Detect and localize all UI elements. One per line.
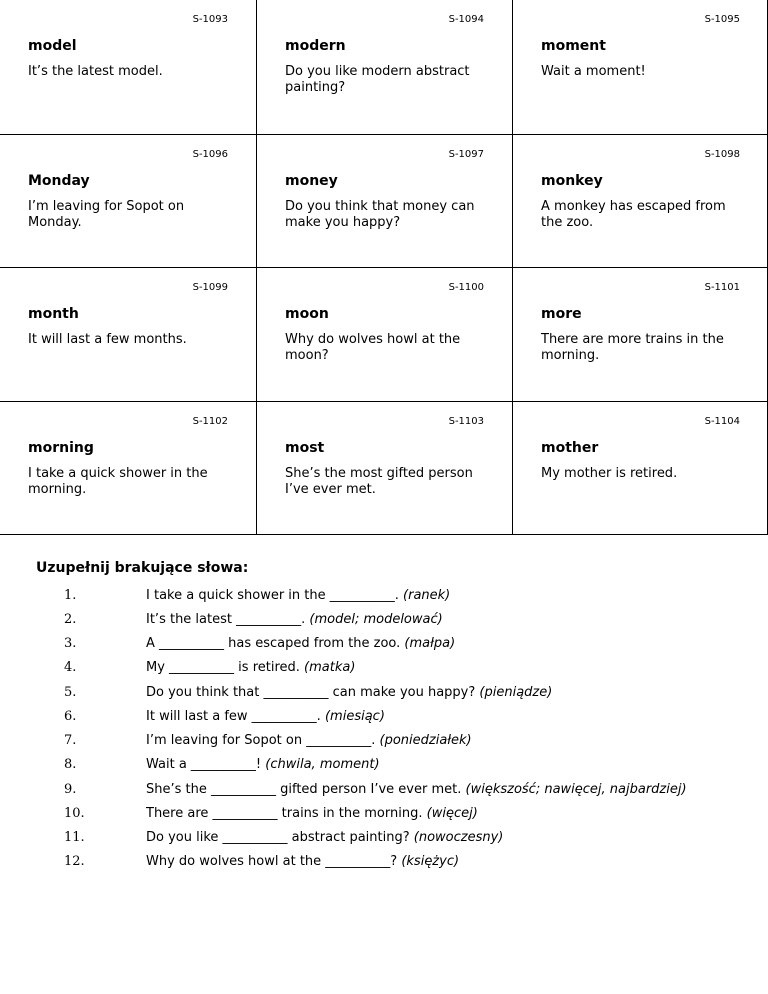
item-hint: (księżyc) [401,854,460,869]
card-sentence: A monkey has escaped from the zoo. [541,199,726,230]
item-number: 3. [64,636,77,651]
card-sentence: Why do wolves howl at the moon? [285,332,461,363]
item-hint: (więcej) [426,806,478,821]
item-text-line [146,757,380,772]
flashcard [0,0,257,134]
card-code: S-1102 [192,416,228,427]
card-sentence: She’s the most gifted person I’ve ever met. [285,466,473,497]
card-code: S-1101 [704,282,740,293]
item-sentence: Wait a __________! [146,757,262,772]
item-hint: (miesiąc) [324,709,385,724]
flashcard [257,402,513,535]
card-word: modern [285,38,346,54]
card-code: S-1103 [448,416,484,427]
exercise-item [0,636,768,660]
item-number: 7. [64,733,77,748]
card-code: S-1104 [704,416,740,427]
card-word: mother [541,440,599,456]
item-hint: (większość; nawięcej, najbardziej) [465,782,687,797]
item-text-line [146,782,687,797]
item-hint: (model; modelować) [309,612,443,627]
item-text-line [146,612,443,627]
card-code: S-1094 [448,14,484,25]
card-row [0,402,768,535]
item-number: 9. [64,782,77,797]
item-sentence: A __________ has escaped from the zoo. [146,636,401,651]
item-number: 8. [64,757,77,772]
item-number: 1. [64,588,77,603]
item-sentence: Do you like __________ abstract painting? [146,830,410,845]
exercise-item [0,806,768,830]
flashcard [257,268,513,401]
card-word: morning [28,440,94,456]
item-sentence: I take a quick shower in the __________. [146,588,399,603]
card-sentence: It will last a few months. [28,332,187,347]
item-number: 12. [64,854,85,869]
flashcard [513,0,768,134]
card-sentence: Do you like modern abstract painting? [285,64,470,95]
exercise-heading: Uzupełnij brakujące słowa: [36,560,249,576]
item-sentence: It will last a few __________. [146,709,321,724]
item-text-line [146,660,355,675]
card-word: money [285,173,338,189]
card-row [0,268,768,402]
card-sentence: My mother is retired. [541,466,678,481]
flashcard [513,402,768,535]
item-sentence: It’s the latest __________. [146,612,306,627]
item-text-line [146,854,459,869]
item-sentence: She’s the __________ gifted person I’ve ever met. [146,782,462,797]
item-sentence: I’m leaving for Sopot on __________. [146,733,376,748]
item-text-line [146,830,503,845]
card-sentence: I’m leaving for Sopot on Monday. [28,199,185,230]
exercise-item [0,757,768,781]
exercise-item [0,854,768,878]
card-word: moment [541,38,606,54]
item-number: 2. [64,612,77,627]
card-sentence: Do you think that money can make you happy? [285,199,475,230]
item-text-line [146,588,450,603]
item-hint: (matka) [304,660,356,675]
item-hint: (chwila, moment) [265,757,380,772]
card-word: more [541,306,582,322]
item-number: 5. [64,685,77,700]
item-number: 11. [64,830,85,845]
item-sentence: There are __________ trains in the morning. [146,806,423,821]
exercise-item [0,588,768,612]
exercise-item [0,612,768,636]
card-code: S-1093 [192,14,228,25]
item-hint: (nowoczesny) [413,830,504,845]
item-hint: (ranek) [403,588,451,603]
exercise-item [0,782,768,806]
exercise-item [0,733,768,757]
item-text-line [146,733,472,748]
card-sentence: Wait a moment! [541,64,646,79]
card-code: S-1096 [192,149,228,160]
card-code: S-1098 [704,149,740,160]
item-text-line [146,636,455,651]
card-word: month [28,306,79,322]
item-hint: (małpa) [404,636,456,651]
card-row [0,0,768,135]
item-number: 4. [64,660,77,675]
card-code: S-1100 [448,282,484,293]
item-sentence: My __________ is retired. [146,660,300,675]
flashcard [513,135,768,267]
card-code: S-1097 [448,149,484,160]
card-sentence: There are more trains in the morning. [541,332,724,363]
flashcard [257,0,513,134]
flashcard [0,402,257,535]
item-text-line [146,685,552,700]
item-sentence: Why do wolves howl at the __________? [146,854,398,869]
item-hint: (poniedziałek) [379,733,472,748]
item-number: 10. [64,806,85,821]
flashcard [0,135,257,267]
item-number: 6. [64,709,77,724]
card-word: moon [285,306,329,322]
item-text-line [146,709,385,724]
card-word: model [28,38,77,54]
card-row [0,135,768,268]
exercise-item [0,685,768,709]
exercise-item [0,709,768,733]
card-code: S-1099 [192,282,228,293]
card-word: monkey [541,173,603,189]
item-hint: (pieniądze) [479,685,553,700]
flashcard [0,268,257,401]
exercise-item [0,830,768,854]
flashcard [257,135,513,267]
flashcard [513,268,768,401]
item-sentence: Do you think that __________ can make you happy? [146,685,476,700]
card-sentence: I take a quick shower in the morning. [28,466,208,497]
card-sentence: It’s the latest model. [28,64,163,79]
exercise-item [0,660,768,684]
item-text-line [146,806,478,821]
card-word: most [285,440,325,456]
card-word: Monday [28,173,90,189]
card-code: S-1095 [704,14,740,25]
